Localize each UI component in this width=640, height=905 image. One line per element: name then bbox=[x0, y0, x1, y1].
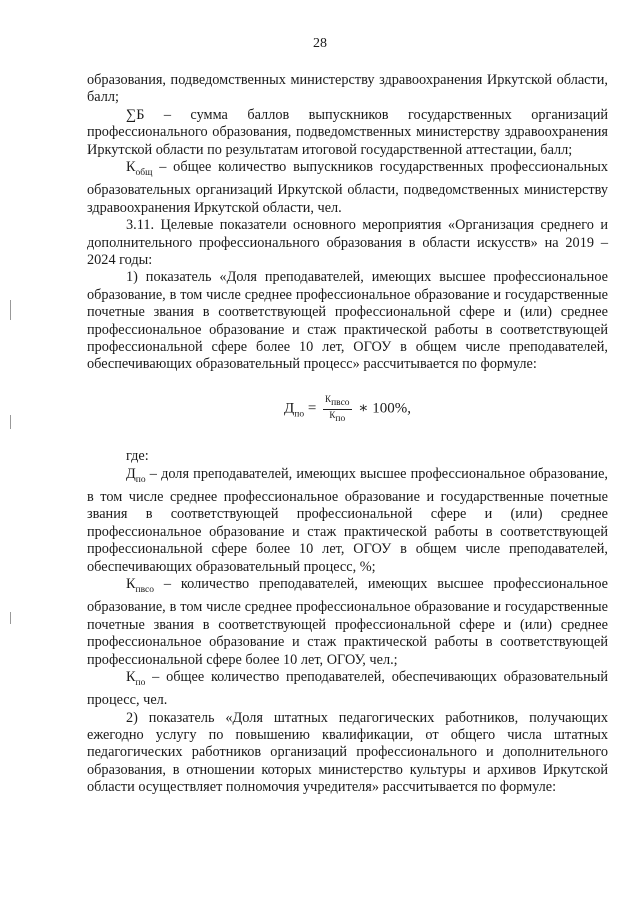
where-label: где: bbox=[126, 448, 149, 465]
symbol-subscript: по bbox=[135, 474, 146, 485]
formula-denominator: $К_{по}$ bbox=[329, 409, 346, 424]
definition-share-teachers bbox=[87, 466, 608, 576]
definition-total-teachers bbox=[87, 669, 608, 710]
page-number: 28 bbox=[313, 36, 327, 51]
scan-mark bbox=[10, 612, 11, 624]
definition-text: – сумма баллов выпускников государственных организаций профессионального образования, подведомственных министерству здравоохранения Иркутской области по результатам итоговой государственной аттестации, балл; bbox=[87, 106, 608, 158]
symbol: К bbox=[126, 576, 136, 593]
formula-equals: = bbox=[304, 400, 321, 417]
definition-text: – доля преподавателей, имеющих высшее профессиональное образование, в том числе среднее профессиональное образование и государственные почетные звания в соответствующей профессиональной сфере и (или) среднее профессиональное образование и стаж практической работы в соответствующей профессиональной сфере более 10 лет, ОГОУ в общем числе преподавателей, обеспечивающих образовательный процесс, %; bbox=[87, 465, 608, 575]
paragraph: образования, подведомственных министерству здравоохранения Иркутской области, балл; bbox=[87, 72, 608, 106]
symbol: К bbox=[126, 159, 136, 176]
scan-mark bbox=[10, 300, 11, 320]
scan-mark bbox=[10, 415, 11, 429]
section-heading: 3.11. Целевые показатели основного мероприятия «Организация среднего и дополнительного профессионального образования в области искусств» на 2019 – 2024 годы: bbox=[87, 217, 608, 268]
symbol-subscript: общ bbox=[135, 167, 153, 178]
formula-lhs: Д bbox=[284, 400, 295, 417]
symbol-subscript: пвсо bbox=[135, 584, 155, 595]
definition-text: – количество преподавателей, имеющих высшее профессиональное образование, в том числе среднее профессиональное образование и государственные почетные звания в соответствующей профессиональной сфере и (или) среднее профессиональное образование и стаж практической работы в соответствующей профессиональной сфере более 10 лет, ОГОУ, чел.; bbox=[87, 576, 608, 668]
formula bbox=[87, 394, 608, 425]
symbol-subscript: по bbox=[135, 677, 146, 688]
symbol: ∑Б bbox=[126, 106, 145, 123]
formula-numerator: $К_{пвсо}$ bbox=[325, 393, 350, 408]
definition-total-graduates bbox=[87, 159, 608, 217]
definition-text: – общее количество преподавателей, обеспечивающих образовательный процесс, чел. bbox=[87, 668, 608, 709]
formula-fraction bbox=[323, 394, 352, 425]
formula-rhs: ∗ 100%, bbox=[354, 400, 411, 417]
symbol: Д bbox=[126, 465, 136, 482]
document-body bbox=[87, 72, 608, 797]
definition-count-teachers bbox=[87, 576, 608, 669]
symbol: К bbox=[126, 668, 136, 685]
definition-text: – общее количество выпускников государственных профессиональных образовательных организаций Иркутской области, подведомственных министерству здравоохранения Иркутской области, чел. bbox=[87, 159, 608, 216]
indicator-2-description: 2) показатель «Доля штатных педагогических работников, получающих ежегодно услугу по повышению квалификации, от общего числа штатных педагогических работников организаций профессионального и дополнительного образования, в отношении которых министерство культуры и архивов Иркутской области осуществляет полномочия учредителя» рассчитывается по формуле: bbox=[87, 709, 608, 796]
indicator-1-description: 1) показатель «Доля преподавателей, имеющих высшее профессиональное образование, в том числе среднее профессиональное образование и государственные почетные звания в соответствующей профессиональной сфере и (или) среднее профессиональное образование и стаж практической работы в соответствующей профессиональной сфере более 10 лет, ОГОУ в общем числе преподавателей, обеспечивающих образовательный процесс» рассчитывается по формуле: bbox=[87, 269, 608, 373]
formula-lhs-sub: по bbox=[294, 409, 305, 420]
definition-sum-scores bbox=[87, 107, 608, 159]
